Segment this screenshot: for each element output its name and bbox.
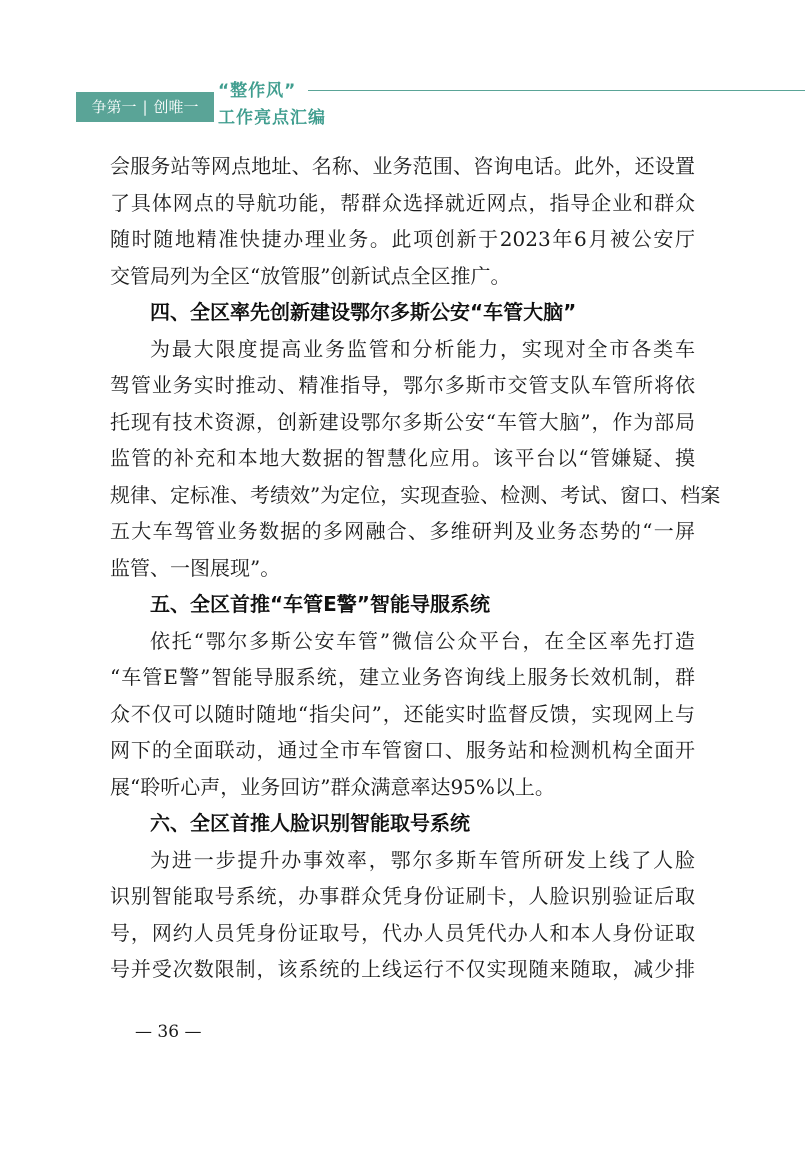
text-line: 交管局列为全区“放管服”创新试点全区推广。: [110, 263, 511, 288]
page-number: — 36 —: [135, 1022, 202, 1042]
paragraph-continued: [110, 148, 695, 294]
text-line: 驾管业务实时推动、精准指导，鄂尔多斯市交管支队车管所将依: [110, 373, 695, 397]
text-line: 号并受次数限制，该系统的上线运行不仅实现随来随取，减少排: [110, 957, 695, 981]
tab-left-text: 争第一: [91, 98, 137, 116]
text-line: 托现有技术资源，创新建设鄂尔多斯公安“车管大脑”，作为部局: [110, 409, 695, 434]
text-line: 网下的全面联动，通过全市车管窗口、服务站和检测机构全面开: [110, 738, 695, 762]
text-line: 了具体网点的导航功能，帮群众选择就近网点，指导企业和群众: [110, 190, 695, 215]
text-line: 号，网约人员凭身份证取号，代办人员凭代办人和本人身份证取: [110, 920, 695, 945]
section-heading-6: 六、全区首推人脸识别智能取号系统: [150, 811, 470, 835]
header-title-line1: “整作风”: [218, 81, 297, 101]
text-line: 监管、一图展现”。: [110, 555, 281, 580]
text-line: 识别智能取号系统，办事群众凭身份证刷卡，人脸识别验证后取: [110, 884, 695, 908]
text-line: 为进一步提升办事效率，鄂尔多斯车管所研发上线了人脸: [150, 847, 695, 872]
header-divider: [308, 90, 805, 91]
header-title-line2: 工作亮点汇编: [218, 108, 326, 128]
text-line: 五大车驾管业务数据的多网融合、多维研判及业务态势的“一屏: [110, 519, 695, 543]
tab-right-text: 创唯一: [153, 98, 199, 116]
section-tab: [76, 92, 214, 122]
text-line: 随时随地精准快捷办理业务。此项创新于2023年6月被公安厅: [110, 227, 695, 251]
text-line: 众不仅可以随时随地“指尖问”，还能实时监督反馈，实现网上与: [110, 701, 695, 726]
text-line: “车管E警”智能导服系统，建立业务咨询线上服务长效机制，群: [110, 665, 695, 689]
text-line: 规律、定标准、考绩效”为定位，实现查验、检测、考试、窗口、档案: [110, 482, 721, 507]
text-line: 监管的补充和本地大数据的智慧化应用。该平台以“管嫌疑、摸: [110, 446, 695, 470]
text-line: 为最大限度提高业务监管和分析能力，实现对全市各类车: [150, 336, 695, 361]
paragraph-section-5: [110, 623, 695, 806]
paragraph-section-6: [110, 842, 695, 988]
section-heading-5: 五、全区首推“车管E警”智能导服系统: [150, 592, 490, 616]
tab-separator: |: [142, 98, 148, 116]
page-header: [0, 70, 805, 130]
section-heading-4: 四、全区率先创新建设鄂尔多斯公安“车管大脑”: [150, 300, 577, 324]
text-line: 会服务站等网点地址、名称、业务范围、咨询电话。此外，还设置: [110, 154, 695, 178]
page-body: [110, 148, 721, 988]
text-line: 展“聆听心声，业务回访”群众满意率达95%以上。: [110, 774, 555, 799]
text-line: 依托“鄂尔多斯公安车管”微信公众平台，在全区率先打造: [150, 628, 695, 653]
paragraph-section-4: [110, 331, 721, 587]
